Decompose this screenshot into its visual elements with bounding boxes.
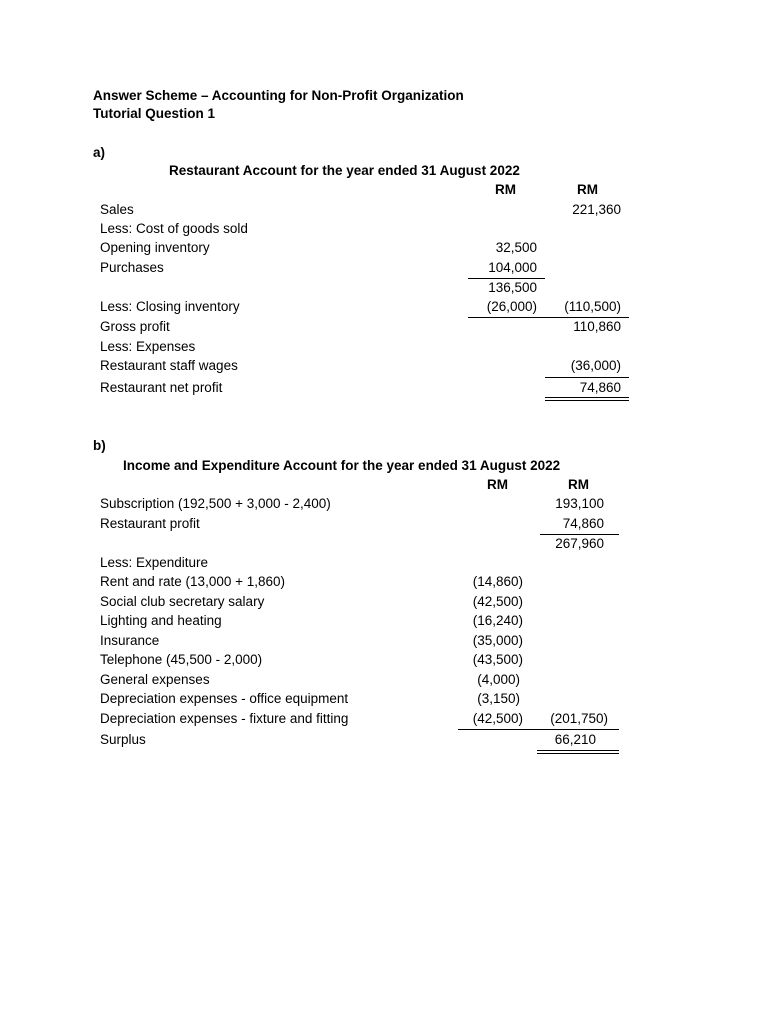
part-b-row-label: Telephone (45,500 - 2,000) xyxy=(100,652,263,667)
document-subtitle: Tutorial Question 1 xyxy=(93,106,216,121)
part-b-row-col1: (35,000) xyxy=(472,633,523,648)
part-a-row-col2: 110,860 xyxy=(573,319,621,334)
part-b-row-col2: 193,100 xyxy=(555,496,604,511)
part-b-row-label: Depreciation expenses - fixture and fitting xyxy=(100,711,349,726)
part-a-row-label: Sales xyxy=(100,202,134,217)
part-b-row-label: Depreciation expenses - office equipment xyxy=(100,691,349,706)
part-b-row-col1: (3,150) xyxy=(477,691,520,706)
part-b-row-col1: (43,500) xyxy=(472,652,523,667)
part-a-title: Restaurant Account for the year ended 31 August 2022 xyxy=(169,163,520,178)
part-a-expense-rule xyxy=(545,377,629,378)
part-a-row-label: Gross profit xyxy=(100,319,170,334)
part-b-row-label: Social club secretary salary xyxy=(100,594,265,609)
part-b-row-col1: (42,500) xyxy=(472,594,523,609)
part-b-row-col2: 74,860 xyxy=(562,516,604,531)
part-b-row-col2: (201,750) xyxy=(550,711,608,726)
document-title: Answer Scheme – Accounting for Non-Profit Organization xyxy=(93,88,464,103)
part-a-row-col1: 136,500 xyxy=(488,280,537,295)
part-b-col2-header: RM xyxy=(568,477,589,492)
part-b-row-col1: (4,000) xyxy=(477,672,520,687)
part-a-row-col2: (110,500) xyxy=(564,299,621,314)
part-a-row-col2: (36,000) xyxy=(570,358,621,373)
part-a-row-label: Restaurant staff wages xyxy=(100,358,238,373)
part-b-row-label: Restaurant profit xyxy=(100,516,200,531)
part-a-row-col1: (26,000) xyxy=(486,299,537,314)
part-a-final-double-rule xyxy=(545,397,629,401)
part-b-row-col2: 267,960 xyxy=(555,536,604,551)
part-a-row-label: Opening inventory xyxy=(100,240,210,255)
part-b-row-label: Insurance xyxy=(100,633,160,648)
part-b-row-col1: (42,500) xyxy=(472,711,523,726)
part-b-row-label: Rent and rate (13,000 + 1,860) xyxy=(100,574,286,589)
part-b-expenditure-rule xyxy=(458,729,619,730)
part-a-label: a) xyxy=(93,145,106,160)
part-a-row-label: Purchases xyxy=(100,260,164,275)
part-a-row-col2: 221,360 xyxy=(572,202,621,217)
part-b-row-col1: (14,860) xyxy=(472,574,523,589)
part-a-row-label: Less: Closing inventory xyxy=(100,299,240,314)
part-b-label: b) xyxy=(93,438,106,453)
part-a-gross-rule xyxy=(468,317,629,318)
part-a-col1-header: RM xyxy=(495,182,516,197)
part-a-row-col1: 32,500 xyxy=(495,240,537,255)
part-a-subtotal-rule xyxy=(468,278,545,279)
part-a-row-label: Restaurant net profit xyxy=(100,380,223,395)
part-a-row-col2: 74,860 xyxy=(579,380,621,395)
part-b-row-label: Subscription (192,500 + 3,000 - 2,400) xyxy=(100,496,331,511)
part-b-title: Income and Expenditure Account for the year ended 31 August 2022 xyxy=(123,458,561,473)
part-b-row-label: Less: Expenditure xyxy=(100,555,209,570)
part-a-row-col1: 104,000 xyxy=(488,260,537,275)
part-b-row-col1: (16,240) xyxy=(472,613,523,628)
part-b-row-col2: 66,210 xyxy=(554,732,596,747)
part-a-row-label: Less: Expenses xyxy=(100,339,196,354)
part-b-income-rule xyxy=(540,534,619,535)
part-b-row-label: General expenses xyxy=(100,672,210,687)
part-a-row-label: Less: Cost of goods sold xyxy=(100,221,248,236)
part-b-col1-header: RM xyxy=(487,477,508,492)
part-b-final-double-rule xyxy=(537,750,619,754)
part-b-row-label: Surplus xyxy=(100,732,146,747)
part-b-row-label: Lighting and heating xyxy=(100,613,222,628)
part-a-col2-header: RM xyxy=(577,182,598,197)
